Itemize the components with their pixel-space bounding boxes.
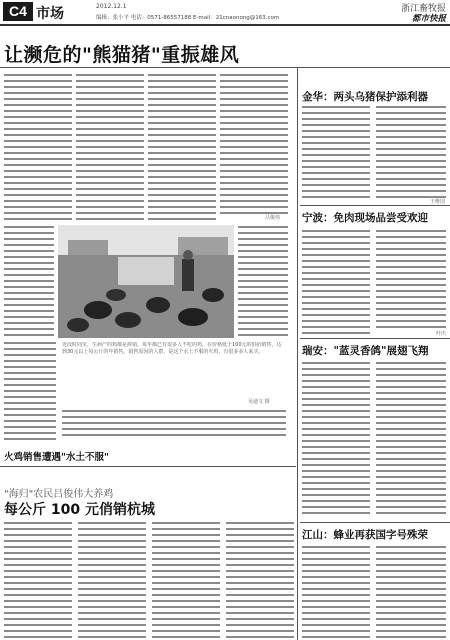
article-text <box>4 226 54 338</box>
article-text <box>302 546 370 638</box>
section-name: 市场 <box>36 6 64 22</box>
photo-caption: 近段时间里，生病产的鸡都是滞销，每年都已有很多人不吃的鸡，在价格低于100元的供给销售，达到30元以上每公斤的年销售。销售原因的人群，是这个水土不服的火鸡，有很多多人来买。 <box>62 342 282 355</box>
article-text <box>302 106 370 202</box>
kicker: "海归"农民吕俊伟大养鸡 <box>4 489 114 500</box>
article-text <box>62 410 286 440</box>
byline: 叶庆 <box>436 331 447 337</box>
article-text <box>220 74 288 214</box>
article-text <box>4 342 56 440</box>
chicken-headline: 每公斤 100 元俏销杭城 <box>4 502 155 518</box>
ningbo-headline: 宁波：免肉现场品尝受欢迎 <box>302 212 428 224</box>
jinhua-headline: 金华：两头乌猪保护添利器 <box>302 91 428 103</box>
article-text <box>4 74 72 222</box>
article-text <box>4 522 72 638</box>
turkey-farm-image <box>58 225 234 338</box>
divider <box>0 466 296 467</box>
news-photo <box>58 225 234 338</box>
divider <box>300 338 450 339</box>
masthead <box>0 0 450 26</box>
article-text <box>78 522 146 638</box>
divider <box>300 522 450 523</box>
byline: 吕俊伟 <box>265 215 281 221</box>
column-divider <box>297 68 298 640</box>
jiangshan-headline: 江山：蜂业再获国字号殊荣 <box>302 529 428 541</box>
article-text <box>238 226 288 338</box>
byline: 王维国 <box>430 199 446 205</box>
paper-name: 浙江畜牧报 <box>400 4 446 14</box>
paper-logo: 都市快报 <box>411 14 446 24</box>
main-headline: 让濒危的"熊猫猪"重振雄风 <box>4 44 240 66</box>
article-text <box>376 362 446 518</box>
article-text <box>148 74 216 222</box>
editor-info: 编辑：张小平 电话：0571-86557188 E-mail：21cnaonong@163.com <box>96 15 280 21</box>
photo-credit: 吴迪文 摄 <box>248 399 270 405</box>
article-text <box>376 106 446 198</box>
section-code: C4 <box>3 2 33 21</box>
article-text <box>302 230 370 334</box>
article-text <box>226 522 294 638</box>
article-text <box>302 362 370 518</box>
divider <box>300 205 450 206</box>
article-text <box>376 230 446 330</box>
turkey-headline: 火鸡销售遭遇"水土不服" <box>4 452 109 463</box>
issue-date: 2012.12.1 <box>96 3 127 10</box>
ruian-headline: 瑞安："蓝灵香鸽"展翅飞翔 <box>302 345 429 357</box>
divider <box>0 67 450 68</box>
article-text <box>76 74 144 222</box>
article-text <box>152 522 220 638</box>
article-text <box>376 546 446 638</box>
